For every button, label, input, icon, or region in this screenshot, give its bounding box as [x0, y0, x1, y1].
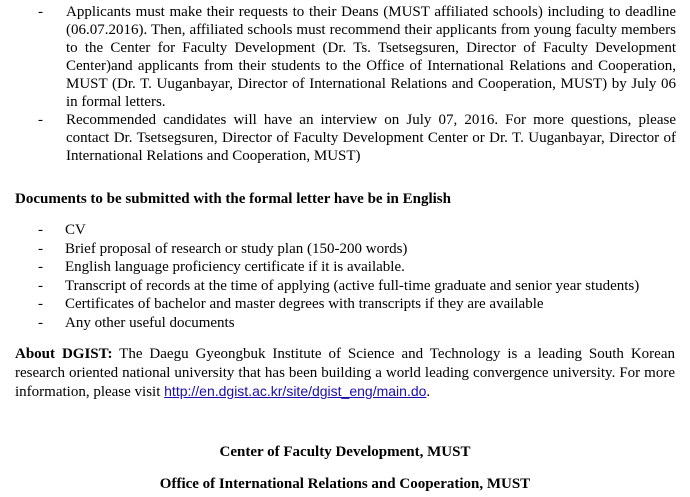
document-text: Certificates of bachelor and master degrees with transcripts if they are available [65, 296, 544, 312]
about-paragraph [15, 345, 675, 402]
requirement-text: Applicants must make their requests to their Deans (MUST affiliated schools) including to deadline (06.07.2016). Then, affiliated schools must recommend their applicants from young faculty members to the Center for Faculty Development (Dr. Ts. Tsetsegsuren, Director of Faculty Development Center)and applicants from their students to the Office of International Relations and Cooperation, MUST (Dr. T. Uuganbayar, Director of International Relations and Cooperation, MUST) by July 06 in formal letters. [66, 4, 676, 110]
bullet-dash: - [38, 222, 43, 238]
signature-faculty-development: Center of Faculty Development, MUST [219, 444, 471, 460]
bullet-dash: - [38, 112, 43, 128]
document-text: CV [65, 222, 86, 238]
dgist-link[interactable]: http://en.dgist.ac.kr/site/dgist_eng/main.do [164, 383, 427, 399]
bullet-dash: - [38, 296, 43, 312]
list-item [0, 221, 690, 240]
bullet-dash: - [38, 4, 43, 20]
list-item [0, 295, 690, 314]
bullet-dash: - [38, 240, 43, 257]
list-item [0, 240, 690, 259]
requirement-text: Recommended candidates will have an interview on July 07, 2016. For more questions, please contact Dr. Tsetsegsuren, Director of Faculty Development Center or Dr. T. Uuganbayar, Director of International Relations and Cooperation, MUST) [66, 112, 676, 164]
document-text: Transcript of records at the time of applying (active full-time graduate and senior year students) [65, 277, 640, 294]
bullet-dash: - [38, 259, 43, 275]
signature-international-relations: Office of International Relations and Cooperation, MUST [159, 476, 531, 492]
list-item [0, 277, 690, 296]
about-label: About DGIST: [15, 346, 113, 362]
about-end: . [426, 384, 431, 400]
requirements-list [0, 3, 690, 165]
bullet-dash: - [38, 314, 43, 331]
list-item [0, 314, 690, 333]
list-item [0, 111, 690, 165]
bullet-dash: - [38, 277, 43, 294]
list-item [0, 258, 690, 277]
document-text: Brief proposal of research or study plan (150-200 words) [65, 240, 408, 257]
document-text: Any other useful documents [65, 314, 235, 331]
about-text: The Daegu Gyeongbuk Institute of Science and Technology is a leading South Korean research oriented national university that has been building a world leading convergence university. For more information, please visit [15, 346, 675, 400]
documents-heading: Documents to be submitted with the formal letter have be in English [15, 191, 451, 207]
list-item [0, 3, 690, 111]
document-text: English language proficiency certificate if it is available. [65, 259, 405, 275]
documents-list [0, 221, 690, 332]
